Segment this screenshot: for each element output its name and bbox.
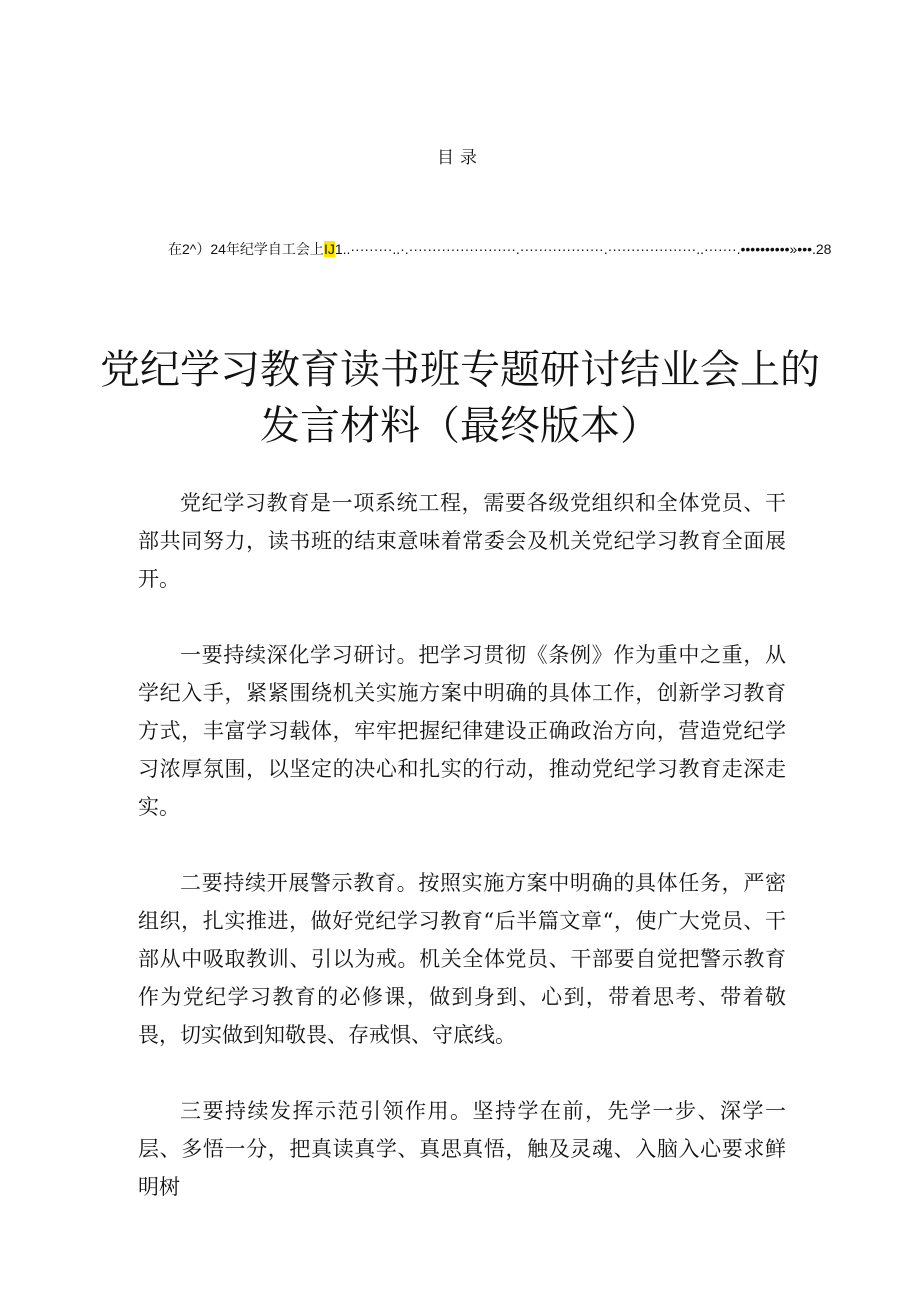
body-paragraph-warning: 二要持续开展警示教育。按照实施方案中明确的具体任务，严密组织，扎实推进，做好党纪学习教育“后半篇文章“，使广大党员、干部从中吸取教训、引以为戒。机关全体党员、干部要自觉把警示教育作为党纪学习教育的必修课，做到身到、心到，带着思考、带着敬畏，切实做到知敬畏、存戒惧、守底线。 <box>138 871 786 1047</box>
toc-entry-highlight: IJ <box>323 241 335 257</box>
document-body <box>138 484 786 1244</box>
body-paragraph-study: 一要持续深化学习研讨。把学习贯彻《条例》作为重中之重，从学纪入手，紧紧围绕机关实施方案中明确的具体工作，创新学习教育方式，丰富学习载体，牢牢把握纪律建设正确政治方向，营造党纪学习浓厚氛围，以坚定的决心和扎实的行动，推动党纪学习教育走深走实。 <box>138 643 786 819</box>
document-title-line-1: 党纪学习教育读书班专题研讨结业会上的 <box>100 347 820 393</box>
toc-heading: 目录 <box>437 148 483 168</box>
document-title-line-2: 发言材料（最终版本） <box>260 403 660 449</box>
toc-entry-leader: 1..·········..·.·······················.··················.···················..·······.••••••••••»•••.28 <box>334 241 832 257</box>
body-paragraph-example: 三要持续发挥示范引领作用。坚持学在前，先学一步、深学一层、多悟一分，把真读真学、真思真悟，触及灵魂、入脑入心要求鲜明树 <box>138 1099 786 1199</box>
toc-entry[interactable] <box>168 239 832 259</box>
body-paragraph-intro: 党纪学习教育是一项系统工程，需要各级党组织和全体党员、干部共同努力，读书班的结束意味着常委会及机关党纪学习教育全面展开。 <box>138 491 786 591</box>
document-title <box>0 342 920 454</box>
toc-entry-text: 在2^）24年纪学自工会上 <box>168 241 324 257</box>
